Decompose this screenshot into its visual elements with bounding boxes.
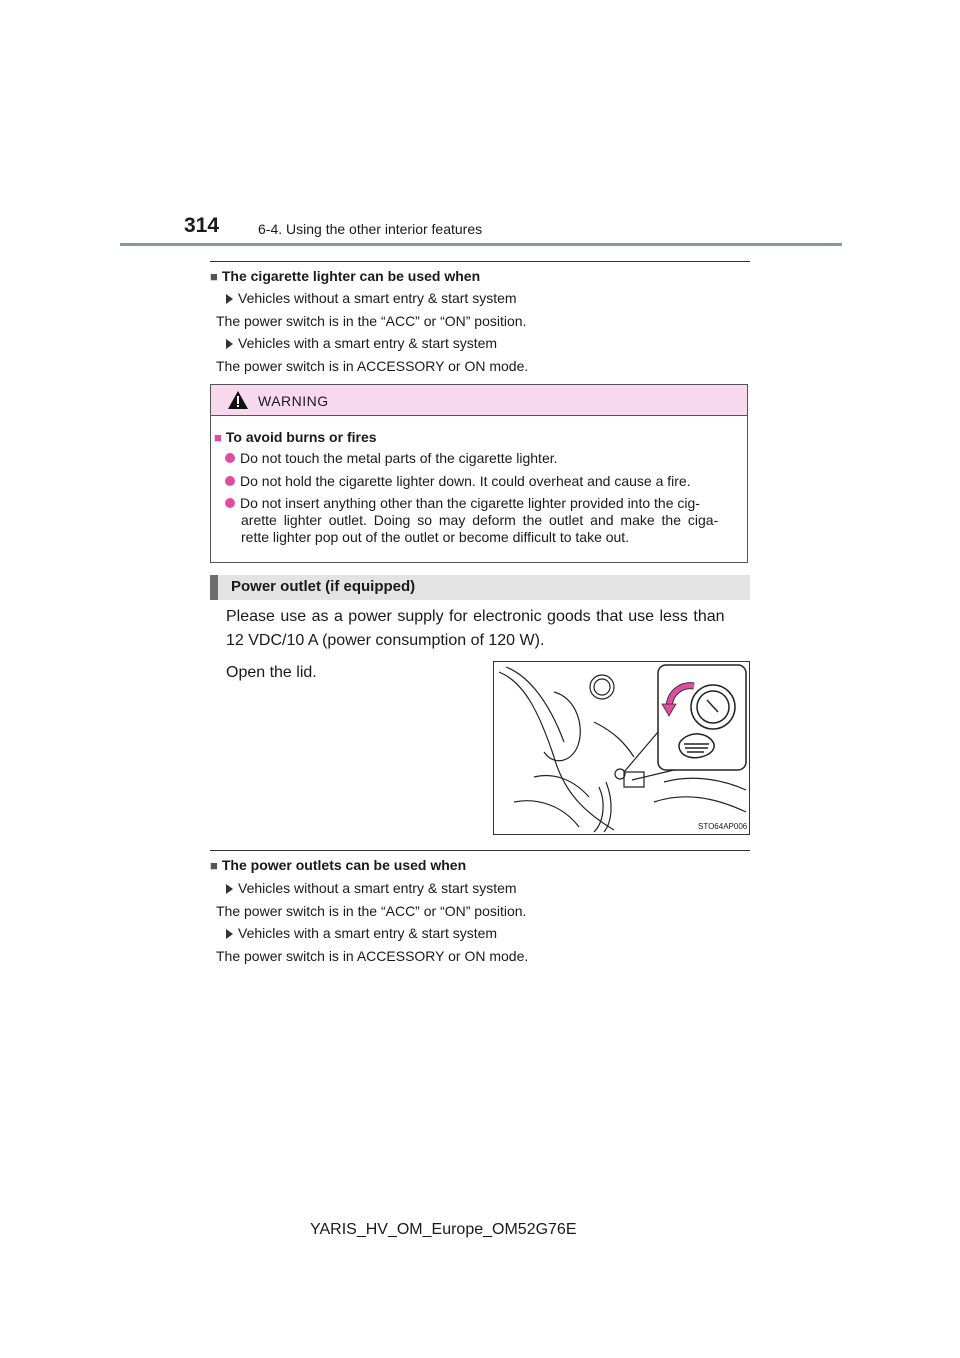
- list-item: Vehicles with a smart entry & start system: [226, 335, 497, 351]
- warning-box: [210, 384, 748, 563]
- list-item: The power switch is in the “ACC” or “ON” position.: [216, 903, 527, 919]
- list-item: Vehicles without a smart entry & start system: [226, 290, 517, 306]
- circle-bullet-icon: [225, 453, 235, 463]
- intro-text: 12 VDC/10 A (power consumption of 120 W).: [226, 632, 545, 649]
- doc-code: YARIS_HV_OM_Europe_OM52G76E: [310, 1221, 577, 1238]
- divider: [210, 261, 750, 262]
- warning-label: WARNING: [258, 393, 329, 409]
- figure-code: STO64AP006: [698, 822, 748, 831]
- warning-heading: ■ To avoid burns or fires: [214, 429, 377, 445]
- dashboard-outlet-icon: [494, 662, 749, 834]
- section-title: 6-4. Using the other interior features: [258, 221, 483, 237]
- step-text: Open the lid.: [226, 664, 317, 681]
- warning-bullet-continuation: arette lighter outlet. Doing so may deform the outlet and make the ciga-: [241, 512, 719, 528]
- circle-bullet-icon: [225, 476, 235, 486]
- lighter-usage-heading: ■ The cigarette lighter can be used when: [210, 268, 481, 284]
- section-bar-title: Power outlet (if equipped): [210, 575, 750, 600]
- square-bullet-icon: ■: [210, 858, 218, 873]
- warning-bullet-continuation: rette lighter pop out of the outlet or become difficult to take out.: [241, 529, 630, 545]
- warning-bullet: Do not hold the cigarette lighter down. It could overheat and cause a fire.: [225, 473, 691, 489]
- warning-bullet: Do not insert anything other than the cigarette lighter provided into the cig-: [225, 495, 700, 511]
- square-bullet-icon: ■: [210, 269, 218, 284]
- divider: [210, 850, 750, 851]
- arrow-right-icon: [226, 884, 233, 894]
- warning-triangle-icon: [227, 390, 249, 410]
- arrow-right-icon: [226, 929, 233, 939]
- list-item: Vehicles with a smart entry & start system: [226, 925, 497, 941]
- warning-header: [211, 385, 747, 416]
- arrow-right-icon: [226, 294, 233, 304]
- intro-text: Please use as a power supply for electronic goods that use less than: [226, 608, 725, 625]
- list-item: Vehicles without a smart entry & start system: [226, 880, 517, 896]
- power-outlet-illustration: [493, 661, 750, 835]
- circle-bullet-icon: [225, 498, 235, 508]
- outlet-usage-heading: ■ The power outlets can be used when: [210, 857, 467, 873]
- header-rule: [120, 243, 842, 246]
- square-bullet-icon: ■: [214, 430, 222, 445]
- list-item: The power switch is in the “ACC” or “ON” position.: [216, 313, 527, 329]
- list-item: The power switch is in ACCESSORY or ON mode.: [216, 948, 529, 964]
- arrow-right-icon: [226, 339, 233, 349]
- warning-bullet: Do not touch the metal parts of the cigarette lighter.: [225, 450, 558, 466]
- list-item: The power switch is in ACCESSORY or ON mode.: [216, 358, 529, 374]
- page-number: 314: [184, 214, 220, 237]
